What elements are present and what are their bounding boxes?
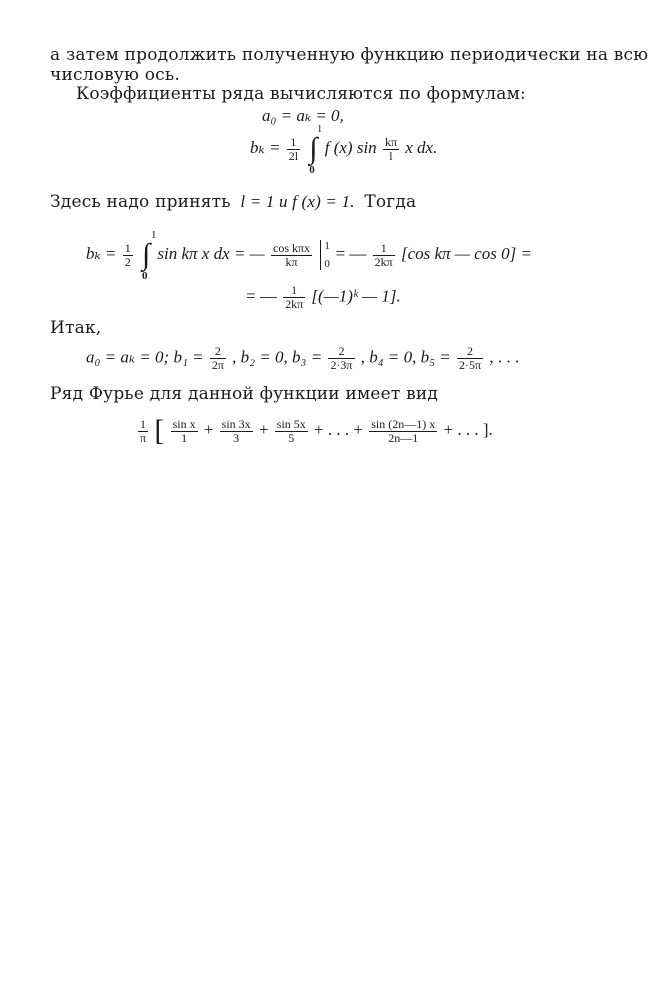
evaluation-bar: 1 0 bbox=[320, 240, 321, 270]
f4-lead: = — bbox=[246, 286, 277, 306]
formula-coefficients-a bbox=[262, 106, 344, 126]
f5-part-c: , b₄ = 0, b₅ = bbox=[360, 347, 451, 367]
f5-b1-fraction: $\frac{2}{2\pi}$ bbox=[211, 344, 224, 372]
f3-fraction-1: $\frac{1}{2}$ bbox=[124, 240, 131, 269]
f6-middle: + . . . + bbox=[314, 419, 363, 439]
f5-b3-fraction: $\frac{2}{2\cdot 3\pi}$ bbox=[330, 344, 353, 372]
f3-body: sin kπ x dx = — bbox=[157, 243, 265, 263]
formula-b-fraction-2: $\frac{k\pi}{l}$ bbox=[384, 134, 397, 163]
f5-part-d: , . . . bbox=[489, 347, 520, 367]
f3-fraction-2: $\frac{\text{cos kπx}}{k\pi}$ bbox=[273, 240, 311, 269]
f6-term-2: $\frac{\sin 3x}{3}$ bbox=[221, 416, 251, 445]
f6-term-1: $\frac{\text{sin x}}{1}$ bbox=[172, 416, 196, 445]
formula-b-body: f (x) sin bbox=[324, 137, 377, 157]
f5-b5-fraction: $\frac{2}{2\cdot 5\pi}$ bbox=[459, 344, 482, 372]
f6-plus-2: + bbox=[258, 419, 269, 439]
f3-lhs: bₖ = bbox=[86, 243, 117, 263]
formula-coefficient-values bbox=[86, 345, 519, 372]
formula-fourier-series bbox=[136, 416, 493, 446]
line4-condition: l = 1 и f (x) = 1. bbox=[240, 192, 355, 211]
f6-end: + . . . ]. bbox=[443, 419, 493, 439]
formula-b-tail: x dx. bbox=[405, 137, 438, 157]
f6-plus-1: + bbox=[203, 419, 214, 439]
formula-b-lhs: bₖ = bbox=[250, 137, 281, 157]
f6-term-n: $\frac{\sin (2n—1) x}{2n—1}$ bbox=[371, 416, 436, 445]
line4-text: Здесь надо принять bbox=[50, 192, 231, 212]
formula-bk-computation bbox=[86, 229, 532, 282]
f5-part-b: , b₂ = 0, b₃ = bbox=[232, 347, 323, 367]
f4-tail: [(—1)ᵏ — 1]. bbox=[311, 286, 401, 306]
f6-lead-fraction: $\frac{1}{\pi}$ bbox=[140, 416, 147, 445]
f3-eq: = — bbox=[335, 243, 367, 263]
line4-end: Тогда bbox=[364, 192, 417, 212]
paragraph-line-4 bbox=[50, 192, 416, 212]
paragraph-line-3: Коэффициенты ряда вычисляются по формулам: bbox=[76, 84, 526, 104]
formula-coefficient-b bbox=[250, 123, 438, 176]
formula-a-text: a₀ = aₖ = 0, bbox=[262, 106, 344, 125]
formula-b-fraction: $\frac{1}{2l}$ bbox=[288, 134, 299, 163]
paragraph-line-2: числовую ось. bbox=[50, 65, 180, 85]
integral-sign: ∫ l 0 bbox=[309, 123, 322, 176]
paragraph-line-1: а затем продолжить полученную функцию периодически на всю bbox=[50, 45, 649, 65]
paragraph-line-6: Ряд Фурье для данной функции имеет вид bbox=[50, 384, 439, 404]
f3-tail: [cos kπ — cos 0] = bbox=[400, 243, 532, 263]
f6-term-3: $\frac{\sin 5x}{5}$ bbox=[276, 416, 306, 445]
f5-part-a: a₀ = aₖ = 0; b₁ = bbox=[86, 347, 204, 367]
formula-bk-result bbox=[246, 284, 401, 311]
integral-sign-2: ∫ 1 0 bbox=[141, 229, 157, 282]
f3-fraction-3: $\frac{1}{2k\pi}$ bbox=[374, 240, 393, 269]
paragraph-line-5: Итак, bbox=[50, 318, 102, 338]
f6-left-bracket: [ bbox=[154, 414, 165, 447]
f4-fraction: $\frac{1}{2k\pi}$ bbox=[285, 283, 304, 311]
